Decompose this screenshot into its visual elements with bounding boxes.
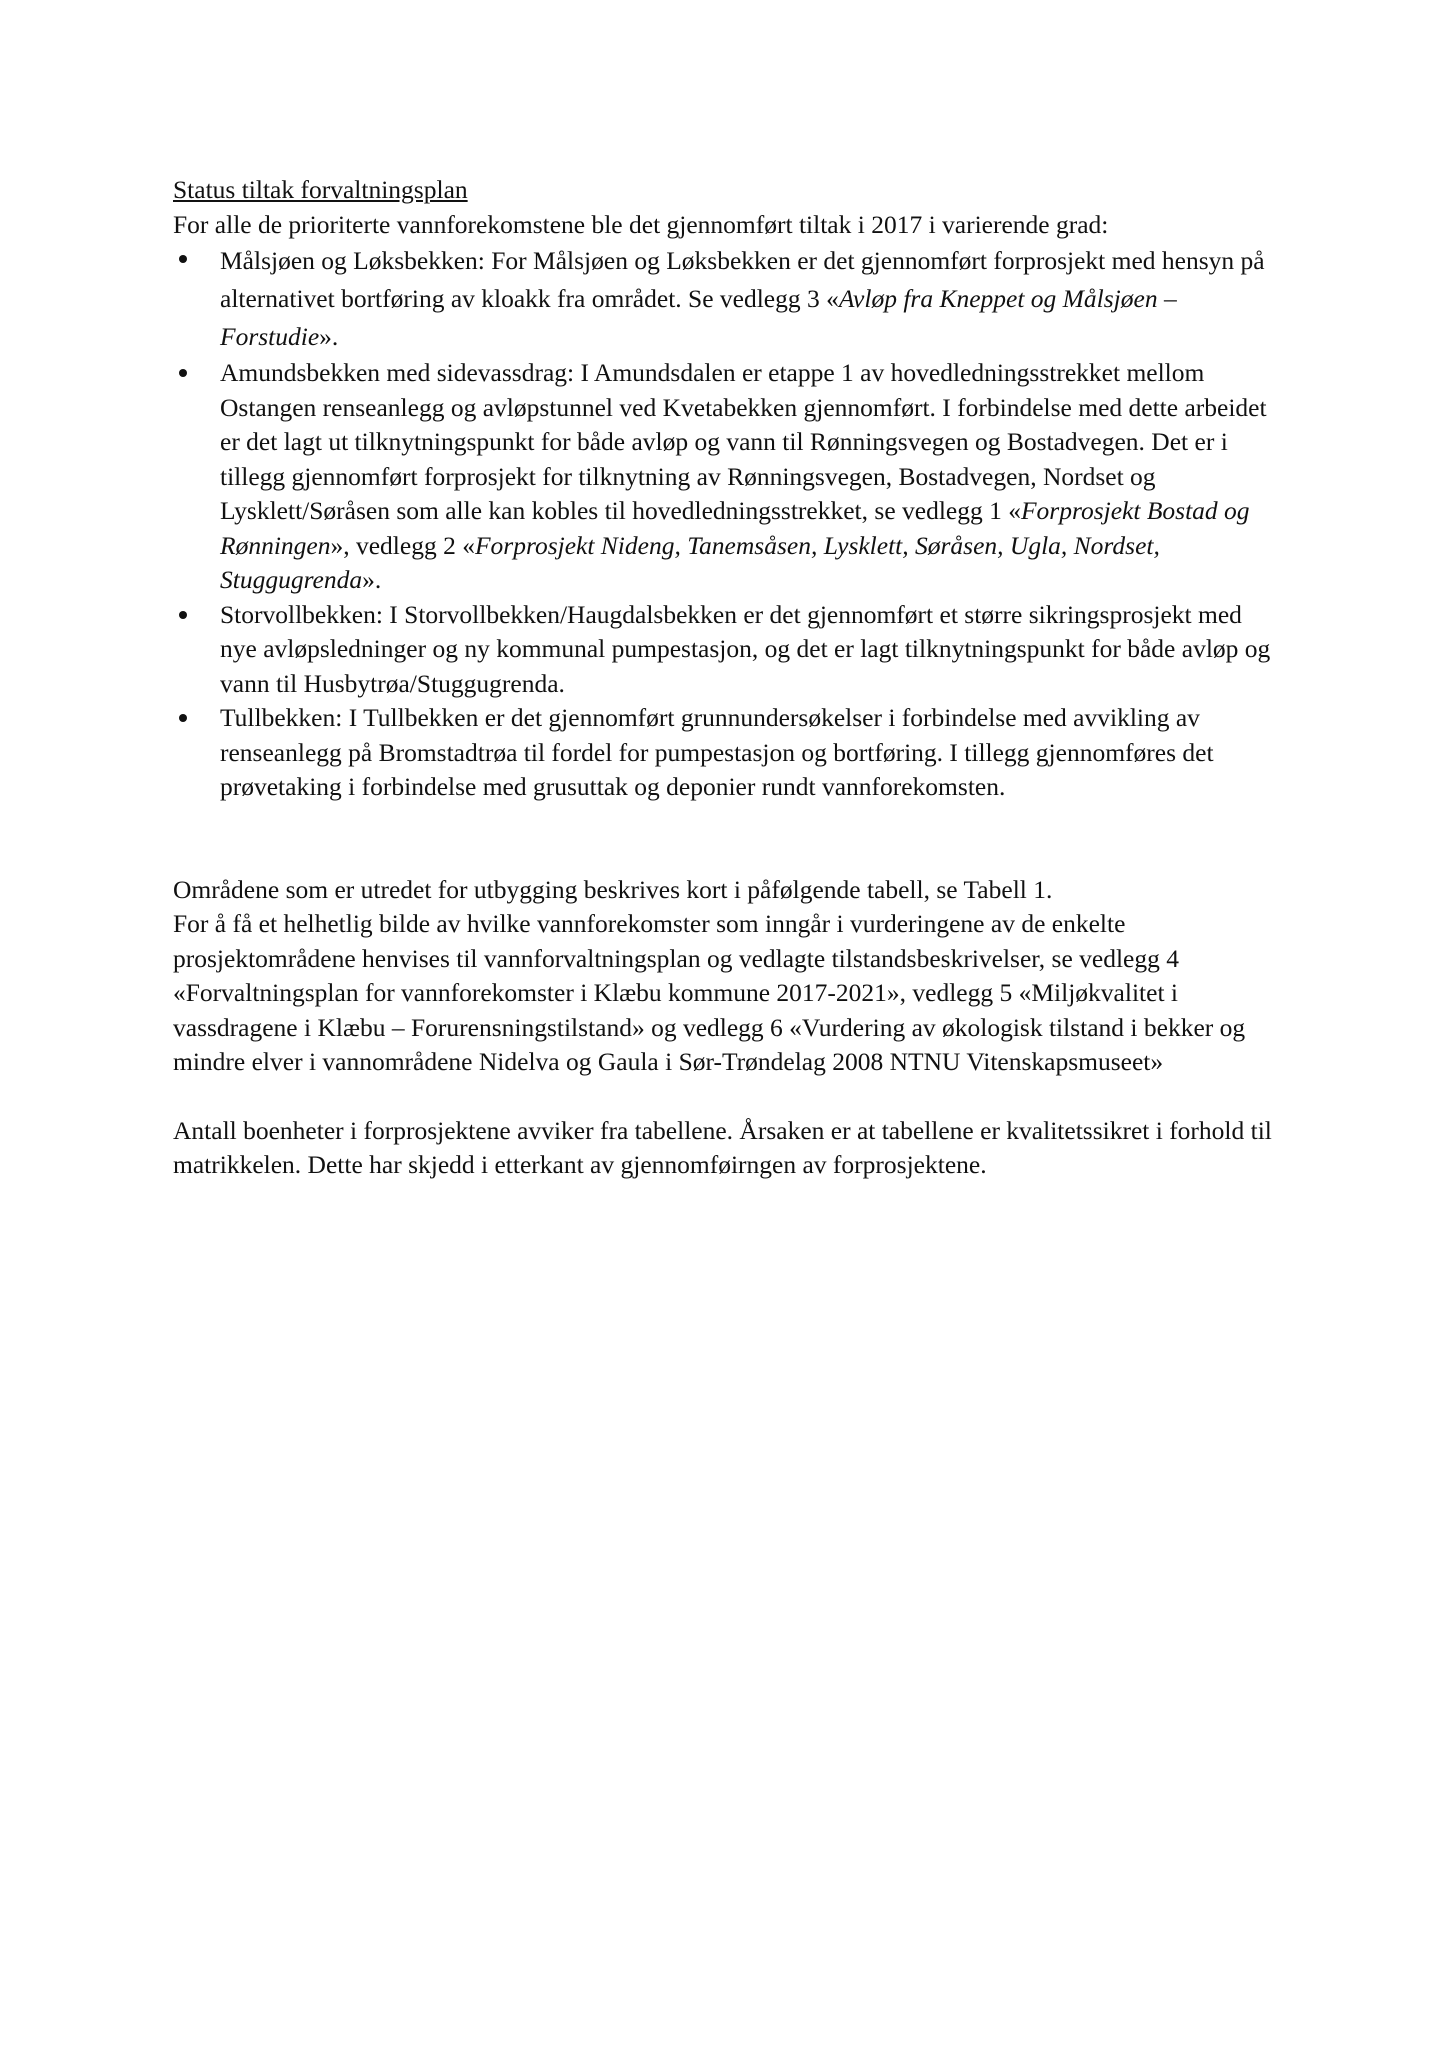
bullet-icon bbox=[179, 714, 187, 722]
document-body bbox=[173, 173, 1273, 1183]
list-item-malsjoen: Målsjøen og Løksbekken: For Målsjøen og Løksbekken er det gjennomført forprosjekt med hensyn på alternativet bortføring av kloakk fra området. Se vedlegg 3 «Avløp fra Kneppet og Målsjøen – Forstudie». bbox=[173, 242, 1273, 356]
section-heading: Status tiltak forvaltningsplan bbox=[173, 175, 468, 204]
list-item-amundsbekken: Amundsbekken med sidevassdrag: I Amundsdalen er etappe 1 av hovedledningsstrekket mellom Ostangen renseanlegg og avløpstunnel ved Kvetabekken gjennomført. I forbindelse med dette arbeidet er det lagt ut tilknytningspunkt for både avløp og vann til Rønningsvegen og Bostadvegen. Det er i tillegg gjennomført forprosjekt for tilknytning av Rønningsvegen, Bostadvegen, Nordset og Lysklett/Søråsen som alle kan kobles til hovedledningsstrekket, se vedlegg 1 «Forprosjekt Bostad og Rønningen», vedlegg 2 «Forprosjekt Nideng, Tanemsåsen, Lysklett, Søråsen, Ugla, Nordset, Stuggugrenda». bbox=[173, 356, 1273, 598]
list-item-tullbekken: Tullbekken: I Tullbekken er det gjennomført grunnundersøkelser i forbindelse med avvikling av renseanlegg på Bromstadtrøa til fordel for pumpestasjon og bortføring. I tillegg gjennomføres det prøvetaking i forbindelse med grusuttak og deponier rundt vannforekomsten. bbox=[173, 701, 1273, 805]
paragraph-spacer bbox=[173, 805, 1273, 873]
measures-list bbox=[173, 242, 1273, 805]
list-item-storvollbekken: Storvollbekken: I Storvollbekken/Haugdalsbekken er det gjennomført et større sikringsprosjekt med nye avløpsledninger og ny kommunal pumpestasjon, og det er lagt tilknytningspunkt for både avløp og vann til Husbytrøa/Stuggugrenda. bbox=[173, 598, 1273, 702]
intro-paragraph: For alle de prioriterte vannforekomstene ble det gjennomført tiltak i 2017 i varierende grad: bbox=[173, 209, 1109, 239]
table-reference-paragraph: Områdene som er utredet for utbygging beskrives kort i påfølgende tabell, se Tabell 1. For å få et helhetlig bilde av hvilke vannforekomster som inngår i vurderingene av de enkelte prosjektområdene henvises til vannforvaltningsplan og vedlagte tilstandsbeskrivelser, se vedlegg 4 «Forvaltningsplan for vannforekomster i Klæbu kommune 2017-2021», vedlegg 5 «Miljøkvalitet i vassdragene i Klæbu – Forurensningstilstand» og vedlegg 6 «Vurdering av økologisk tilstand i bekker og mindre elver i vannområdene Nidelva og Gaula i Sør-Trøndelag 2008 NTNU Vitenskapsmuseet» bbox=[173, 874, 1246, 1076]
bullet-icon bbox=[179, 611, 187, 619]
paragraph-spacer bbox=[173, 1080, 1273, 1114]
housing-units-paragraph: Antall boenheter i forprosjektene avviker fra tabellene. Årsaken er at tabellene er kvalitetssikret i forhold til matrikkelen. Dette har skjedd i etterkant av gjennomføirngen av forprosjektene. bbox=[173, 1115, 1272, 1179]
bullet-icon bbox=[179, 255, 187, 263]
bullet-icon bbox=[179, 369, 187, 377]
